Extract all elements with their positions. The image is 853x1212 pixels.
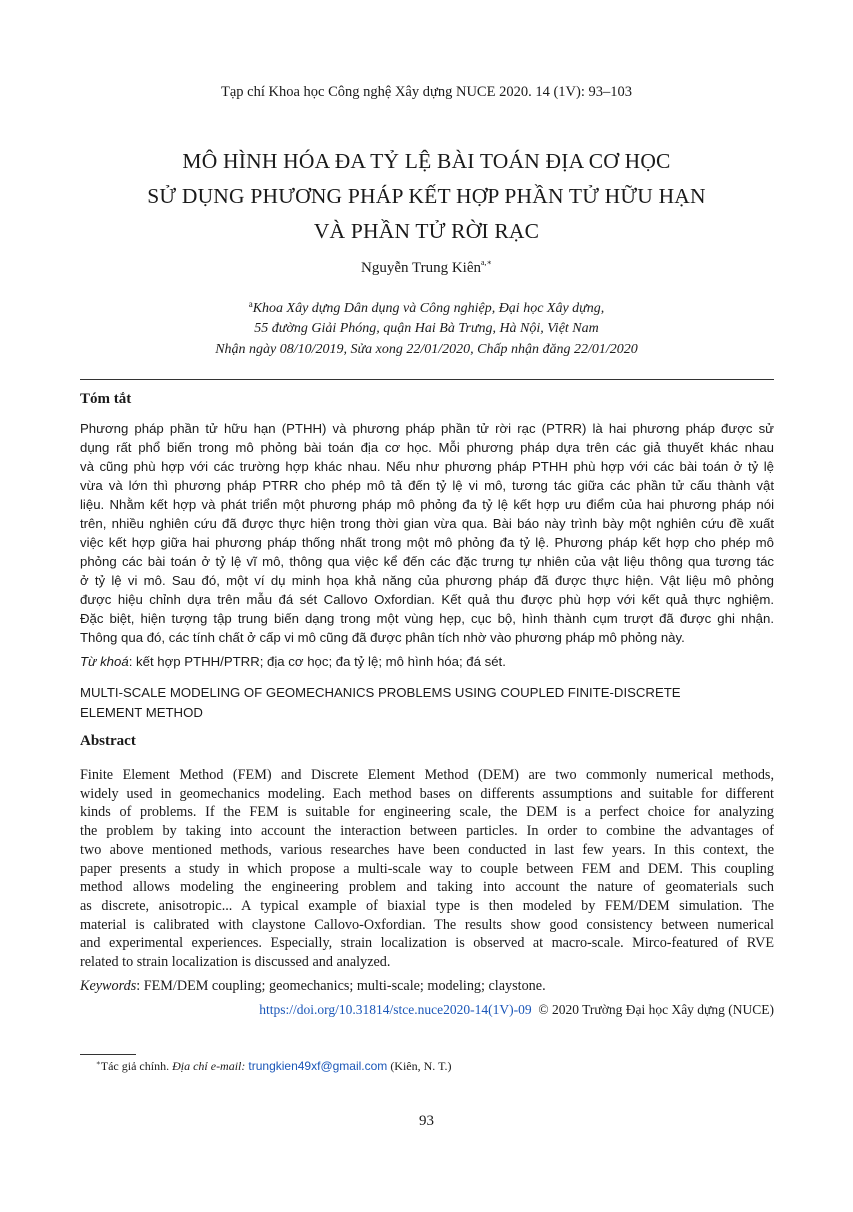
footnote [96,1059,452,1074]
affiliation-line: Khoa Xây dựng Dân dụng và Công nghiệp, Đại học Xây dựng, [252,301,605,316]
english-title-line: MULTI-SCALE MODELING OF GEOMECHANICS PROBLEMS USING COUPLED FINITE-DISCRETE [80,685,681,700]
en-keywords [80,978,546,995]
received-dates: Nhận ngày 08/10/2019, Sửa xong 22/01/2020, Chấp nhận đăng 22/01/2020 [215,342,638,357]
en-keywords-text: : FEM/DEM coupling; geomechanics; multi-scale; modeling; claystone. [136,978,546,994]
vn-abstract-line: Phương pháp phần tử hữu hạn (PTHH) và phương pháp phần tử rời rạc (PTRR) là hai phương pháp được sử [80,421,774,436]
vn-abstract-line: Thông qua đó, các tính chất ở cấp vi mô cũng đã được phân tích nhờ vào phương pháp mô phỏng này. [80,630,685,645]
vn-abstract-line: phỏng các bài toán ở tỷ lệ vĩ mô, thông qua việc kể đến các đặc trưng tự nhiên của vật liệu thông qua tương tác [80,554,774,569]
doi-line [259,1002,774,1018]
en-abstract-line: related to strain localization is discussed and analyzed. [80,954,391,971]
footnote-suffix: (Kiên, N. T.) [387,1059,452,1073]
en-abstract-line: the problem by taking into account the interaction between particles. In order to combine the advantages of [80,823,774,840]
affiliation-mark: a [248,299,253,309]
en-abstract-line: Finite Element Method (FEM) and Discrete Element Method (DEM) are two commonly numerical methods, [80,767,774,783]
affiliation-line: 55 đường Giải Phóng, quận Hai Bà Trưng, Hà Nội, Việt Nam [254,321,599,336]
en-abstract-line: and experimental experiences. Especially, strain localization is observed at macro-scale. Mirco-featured of RVE [80,935,774,952]
author-email-link[interactable]: trungkien49xf@gmail.com [248,1059,388,1073]
en-abstract-line: paper presents a study in which propose a multi-scale way to couple between FEM and DEM. This coupling [80,860,774,877]
author-name: Nguyễn Trung Kiên [360,260,481,276]
copyright: © 2020 Trường Đại học Xây dựng (NUCE) [538,1002,774,1017]
vn-abstract-heading: Tóm tắt [80,391,132,407]
vn-abstract-line: được hiệu chỉnh dựa trên mẫu đá sét Callovo Oxfordian. Kết quả thu được phù hợp với kết quả thực nghiệm. [80,592,774,607]
vn-abstract-line: ở tỷ lệ vi mô. Sau đó, một ví dụ minh họa khả năng của phương pháp đã được thực hiện. Vật liệu mô phỏng [80,573,774,588]
en-keywords-label: Keywords [80,978,137,994]
en-abstract-heading: Abstract [80,733,136,749]
doi-link[interactable]: https://doi.org/10.31814/stce.nuce2020-14(1V)-09 [259,1002,532,1017]
title-line: MÔ HÌNH HÓA ĐA TỶ LỆ BÀI TOÁN ĐỊA CƠ HỌC [182,149,671,173]
author [0,258,853,277]
vn-keywords [80,654,506,669]
footnote-mark: ∗ [96,1059,101,1067]
footnote-email-label: Địa chỉ e-mail: [172,1059,246,1073]
vn-abstract-body [80,419,774,647]
footnote-prefix: Tác giả chính. [100,1059,173,1073]
vn-keywords-label: Từ khoá [80,654,129,669]
en-abstract-body [80,766,774,972]
vn-abstract-line: vừa và lớn thì phương pháp PTRR cho phép mô tả đến tỷ lệ vi mô, tương tác giữa các phần tử cấu thành vật [80,478,774,493]
footnote-divider [80,1054,136,1055]
vn-abstract-line: liệu. Nhằm kết hợp và phát triển một phương pháp mô phỏng đa tỷ lệ kết hợp ưu điểm của hai phương pháp nói [80,497,774,512]
paper-title [40,144,813,249]
journal-header: Tạp chí Khoa học Công nghệ Xây dựng NUCE 2020. 14 (1V): 93–103 [221,84,632,100]
vn-abstract-line: trên, nhiều nghiên cứu đã được thực hiện trong thời gian vừa qua. Bài báo này trình bày một nghiên cứu đề xuất [80,516,774,531]
vn-abstract-line: dụng rất phổ biến trong mô phỏng bài toán địa cơ học. Mỗi phương pháp dựa trên các giả thuyết khác nhau [80,440,774,455]
english-title-line: ELEMENT METHOD [80,705,203,720]
en-abstract-line: as discrete, anisotropic... A typical example of biaxial type is then modeled by FEM/DEM simulation. The [80,897,774,914]
title-line: SỬ DỤNG PHƯƠNG PHÁP KẾT HỢP PHẦN TỬ HỮU HẠN [147,184,706,208]
page-number: 93 [419,1113,434,1129]
affiliation [0,294,853,339]
vn-abstract-line: việc kết hợp giữa hai phương pháp thống nhất trong một mô phỏng đa tỷ lệ. Phương pháp kết hợp cho phép mô [80,535,774,550]
en-abstract-line: widely used in geomechanics modeling. Each method bases on differents assumptions and suitable for different [80,785,774,802]
divider [80,379,774,380]
vn-keywords-text: : kết hợp PTHH/PTRR; địa cơ học; đa tỷ lệ; mô hình hóa; đá sét. [128,654,506,669]
en-abstract-line: kinds of problems. If the FEM is suitable for engineering scale, the DEM is a perfect choice for analyzing [80,804,774,821]
title-line: VÀ PHẦN TỬ RỜI RẠC [313,219,540,243]
vn-abstract-line: Đặc biệt, hiện tượng tập trung biến dạng trong một vùng hẹp, cục bộ, hình thành cụm trượt đã được ghi nhận. [80,611,774,626]
en-abstract-line: method allows modeling the engineering problem and taking into account the nature of geomaterials such [80,879,774,896]
en-abstract-line: two above mentioned methods, various researches have been conducted in last few years. In this context, the [80,841,774,858]
en-abstract-line: material is calibrated with claystone Callovo-Oxfordian. The results show good consistency between numerical [80,916,774,933]
author-marks: a,∗ [481,258,492,267]
vn-abstract-line: và cũng phù hợp với các trường hợp khác nhau. Nếu như phương pháp PTHH phù hợp với các bài toán ở tỷ lệ [80,459,774,474]
english-title [80,683,774,723]
